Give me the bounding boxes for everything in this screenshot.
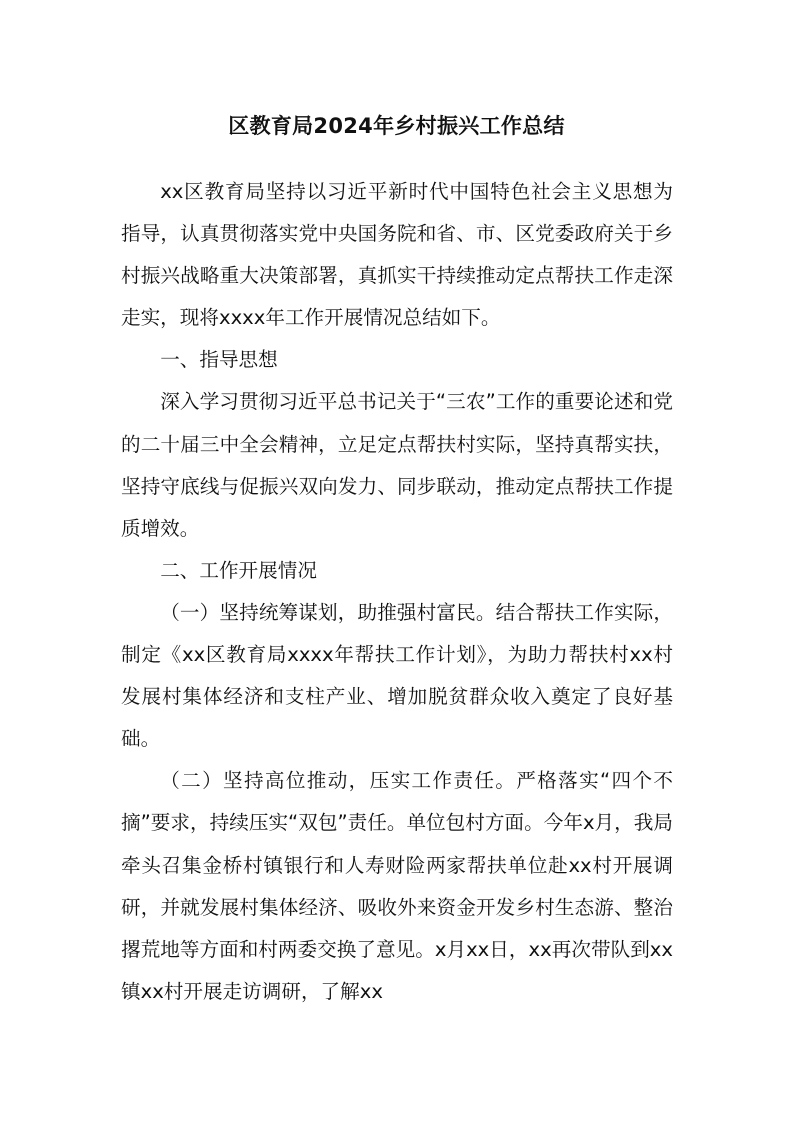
section-heading-guiding-ideology: 一、指导思想 (160, 348, 278, 372)
guiding-ideology-paragraph: 深入学习贯彻习近平总书记关于“三农”工作的重要论述和党的二十届三中全会精神，立足定点帮扶村实际，坚持真帮实扶，坚持守底线与促振兴双向发力、同步联动，推动定点帮扶工作提质增效。 (121, 390, 673, 540)
document-body (121, 171, 673, 1013)
document-title: 区教育局2024年乡村振兴工作总结 (228, 114, 565, 138)
work-item-1-paragraph: （一）坚持统筹谋划，助推强村富民。结合帮扶工作实际，制定《xx区教育局xxxx年帮扶工作计划》，为助力帮扶村xx村发展村集体经济和支柱产业、增加脱贫群众收入奠定了良好基础。 (121, 600, 673, 751)
section-heading-work-progress: 二、工作开展情况 (160, 558, 317, 582)
work-item-2-paragraph: （二）坚持高位推动，压实工作责任。严格落实“四个不摘”要求，持续压实“双包”责任。单位包村方面。今年x月，我局牵头召集金桥村镇银行和人寿财险两家帮扶单位赴xx村开展调研，并就发展村集体经济、吸收外来资金开发乡村生态游、整治撂荒地等方面和村两委交换了意见。x月xx日，xx再次带队到xx镇xx村开展走访调研，了解xx (121, 769, 673, 1003)
intro-paragraph: xx区教育局坚持以习近平新时代中国特色社会主义思想为指导，认真贯彻落实党中央国务院和省、市、区党委政府关于乡村振兴战略重大决策部署，真抓实干持续推动定点帮扶工作走深走实，现将xxxx年工作开展情况总结如下。 (121, 180, 673, 330)
